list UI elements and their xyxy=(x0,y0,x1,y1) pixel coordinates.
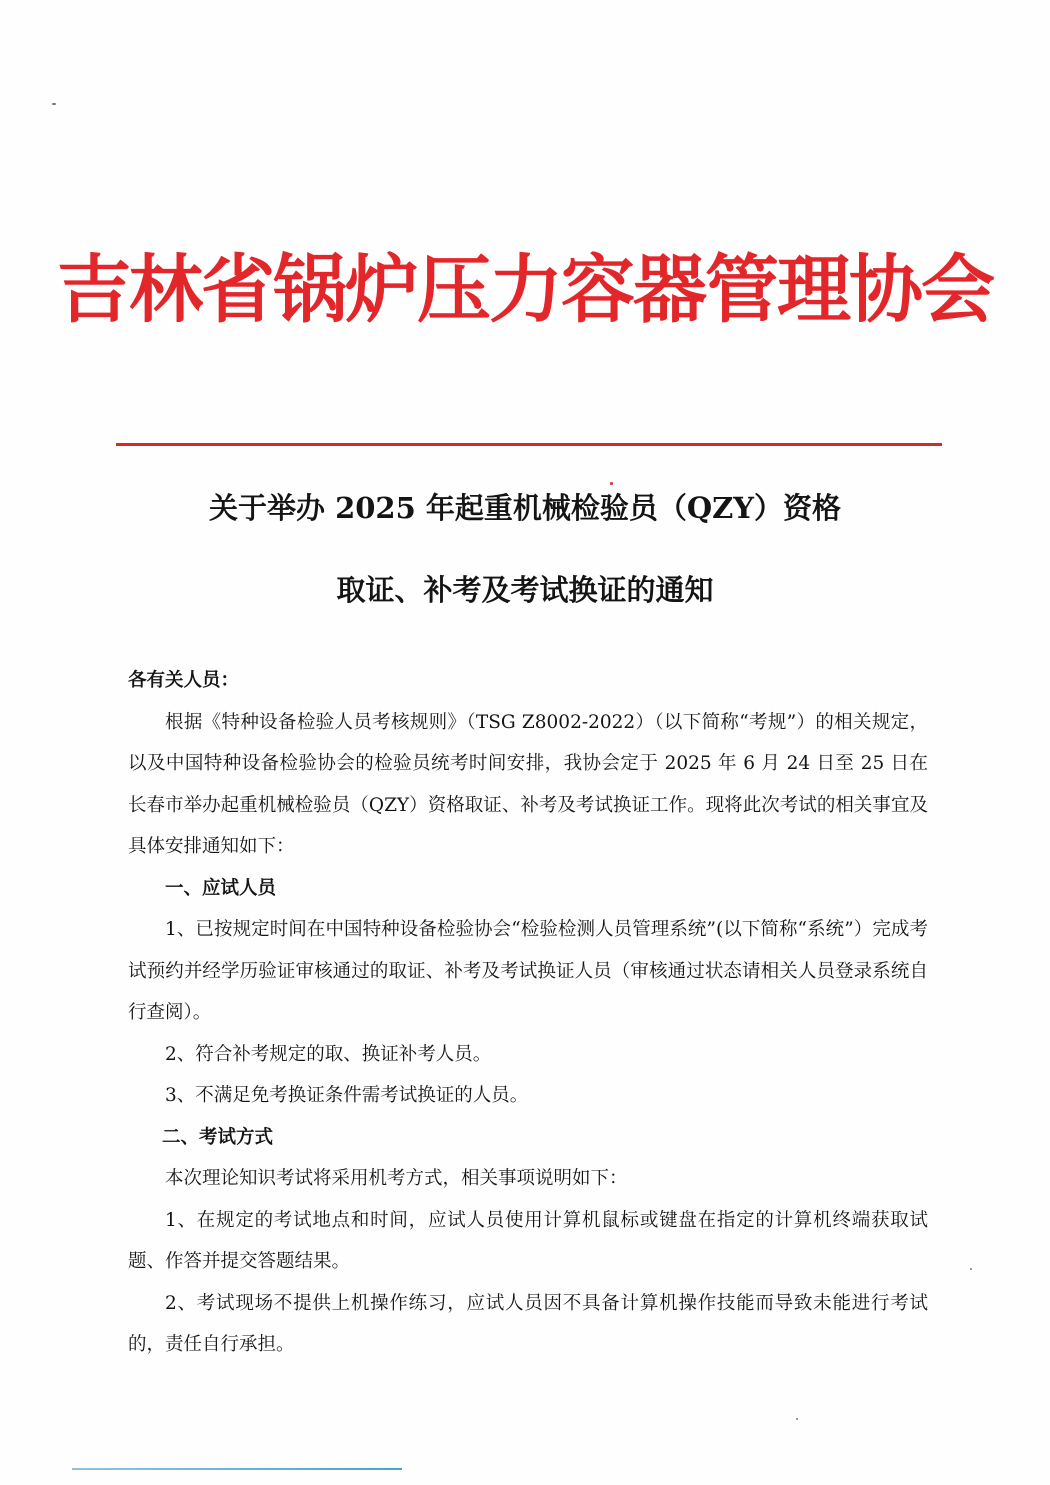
section-heading-exam-method: 二、考试方式 xyxy=(162,1126,274,1148)
scan-speck xyxy=(970,1268,972,1270)
organization-header: 吉林省锅炉压力容器管理协会 xyxy=(57,247,993,333)
footer-blue-stroke xyxy=(72,1468,402,1470)
intro-paragraph: 根据《特种设备检验人员考核规则》（TSG Z8002-2022）（以下简称“考规”）的相关规定，以及中国特种设备检验协会的检验员统考时间安排，我协会定于 2025 年 6 月 24 日至 25 日在长春市举办起重机械检验员（QZY）资格取证、补考及考试换证工作。现将此次考试的相关事宜及具体安排通知如下： xyxy=(128,711,928,857)
document-body xyxy=(128,660,928,1366)
section2-item-2: 2、考试现场不提供上机操作练习，应试人员因不具备计算机操作技能而导致未能进行考试的，责任自行承担。 xyxy=(128,1292,928,1355)
salutation: 各有关人员： xyxy=(128,670,240,691)
section1-item-3: 3、不满足免考换证条件需考试换证的人员。 xyxy=(165,1085,529,1106)
section1-item-2: 2、符合补考规定的取、换证补考人员。 xyxy=(165,1043,492,1065)
section2-item-1: 1、在规定的考试地点和时间，应试人员使用计算机鼠标或键盘在指定的计算机终端获取试题、作答并提交答题结果。 xyxy=(128,1209,928,1272)
scan-speck xyxy=(610,482,613,485)
header-divider xyxy=(116,443,942,446)
section1-item-1: 1、已按规定时间在中国特种设备检验协会“检验检测人员管理系统”(以下简称“系统”）完成考试预约并经学历验证审核通过的取证、补考及考试换证人员（审核通过状态请相关人员登录系统自行查阅）。 xyxy=(128,919,928,1023)
section-heading-examinees: 一、应试人员 xyxy=(165,877,277,899)
scan-speck xyxy=(796,1418,798,1420)
section2-intro: 本次理论知识考试将采用机考方式，相关事项说明如下： xyxy=(165,1168,628,1189)
document-title-line-1: 关于举办 2025 年起重机械检验员（QZY）资格 xyxy=(208,491,842,525)
document-title-line-2: 取证、补考及考试换证的通知 xyxy=(336,573,714,607)
scan-speck xyxy=(52,103,56,105)
